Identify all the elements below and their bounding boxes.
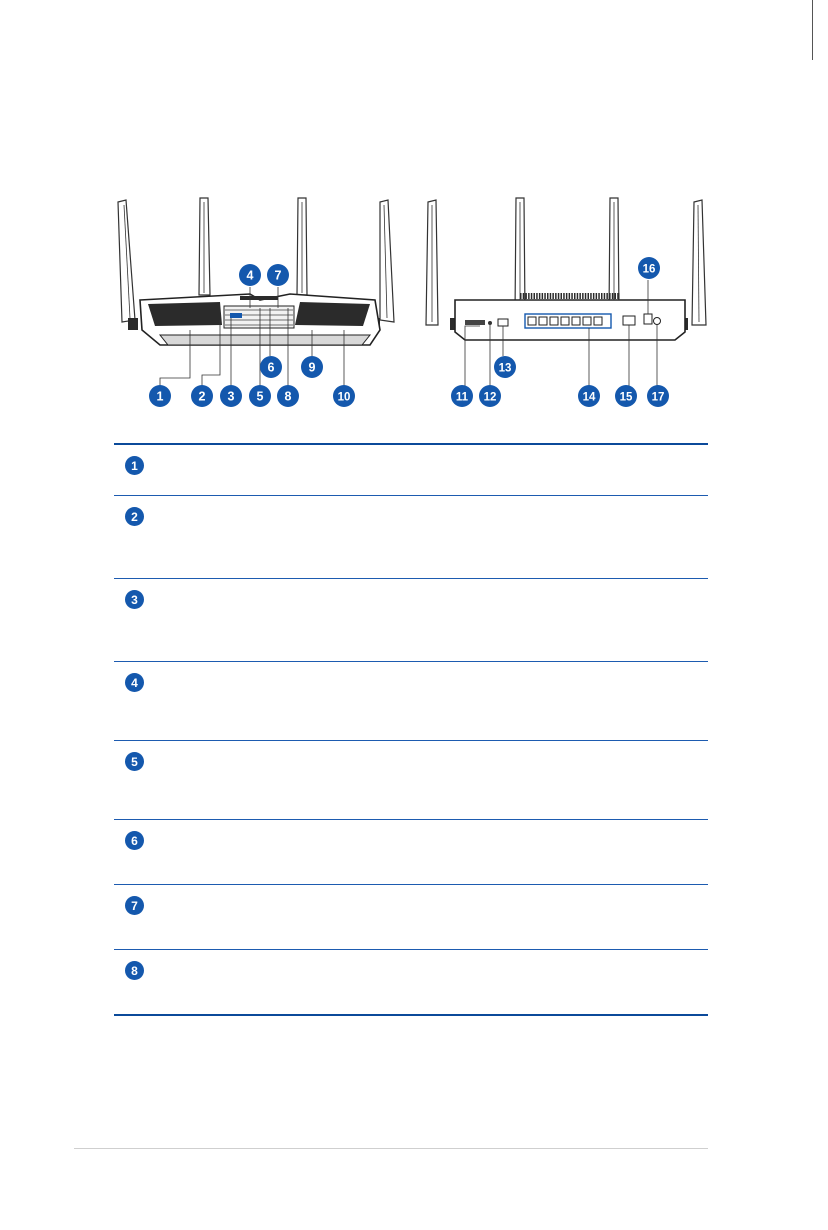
table-row [114, 445, 708, 496]
footer-rule [74, 1148, 708, 1149]
svg-text:4: 4 [246, 268, 254, 283]
svg-text:5: 5 [256, 389, 264, 404]
callout-15 [615, 385, 637, 407]
callout-1 [149, 385, 171, 407]
table-row [114, 885, 708, 950]
svg-text:17: 17 [651, 391, 665, 404]
svg-text:12: 12 [483, 391, 497, 404]
table-row [114, 950, 708, 1016]
row-number-badge: 3 [125, 590, 144, 609]
router-diagram [100, 190, 730, 420]
table-row [114, 741, 708, 820]
svg-text:8: 8 [284, 389, 292, 404]
router-figure [100, 190, 730, 420]
svg-text:7: 7 [274, 268, 282, 283]
svg-text:16: 16 [642, 263, 656, 276]
callout-14 [578, 385, 600, 407]
router-front-view [118, 198, 394, 386]
page-edge-rule [812, 0, 813, 60]
callout-7 [267, 264, 289, 286]
callout-12 [479, 385, 501, 407]
svg-text:13: 13 [498, 362, 512, 375]
callout-13 [494, 356, 516, 378]
table-row [114, 579, 708, 662]
svg-text:9: 9 [308, 360, 316, 375]
row-number-badge: 7 [125, 896, 144, 915]
svg-text:1: 1 [156, 389, 164, 404]
callout-3 [220, 385, 242, 407]
callout-11 [451, 385, 473, 407]
svg-text:15: 15 [619, 391, 633, 404]
svg-text:6: 6 [267, 360, 275, 375]
row-number-badge: 5 [125, 752, 144, 771]
table-row [114, 662, 708, 741]
row-number-badge: 1 [125, 456, 144, 475]
callout-2 [191, 385, 213, 407]
svg-text:14: 14 [582, 391, 596, 404]
row-number-badge: 2 [125, 507, 144, 526]
antenna-front-2 [199, 198, 210, 295]
callout-9 [301, 356, 323, 378]
callout-17 [647, 385, 669, 407]
callout-6 [260, 356, 282, 378]
row-number-badge: 4 [125, 673, 144, 692]
callout-4 [239, 264, 261, 286]
table-row [114, 820, 708, 885]
row-number-badge: 8 [125, 961, 144, 980]
table-row [114, 496, 708, 579]
row-number-badge: 6 [125, 831, 144, 850]
svg-text:3: 3 [227, 389, 235, 404]
router-back-view [426, 198, 706, 386]
svg-text:11: 11 [455, 391, 469, 404]
component-table [114, 443, 708, 1016]
callout-5 [249, 385, 271, 407]
svg-text:10: 10 [337, 391, 351, 404]
callout-8 [277, 385, 299, 407]
callout-16 [638, 257, 660, 279]
callout-10 [333, 385, 355, 407]
antenna-front-1 [118, 200, 135, 322]
svg-text:2: 2 [198, 389, 206, 404]
